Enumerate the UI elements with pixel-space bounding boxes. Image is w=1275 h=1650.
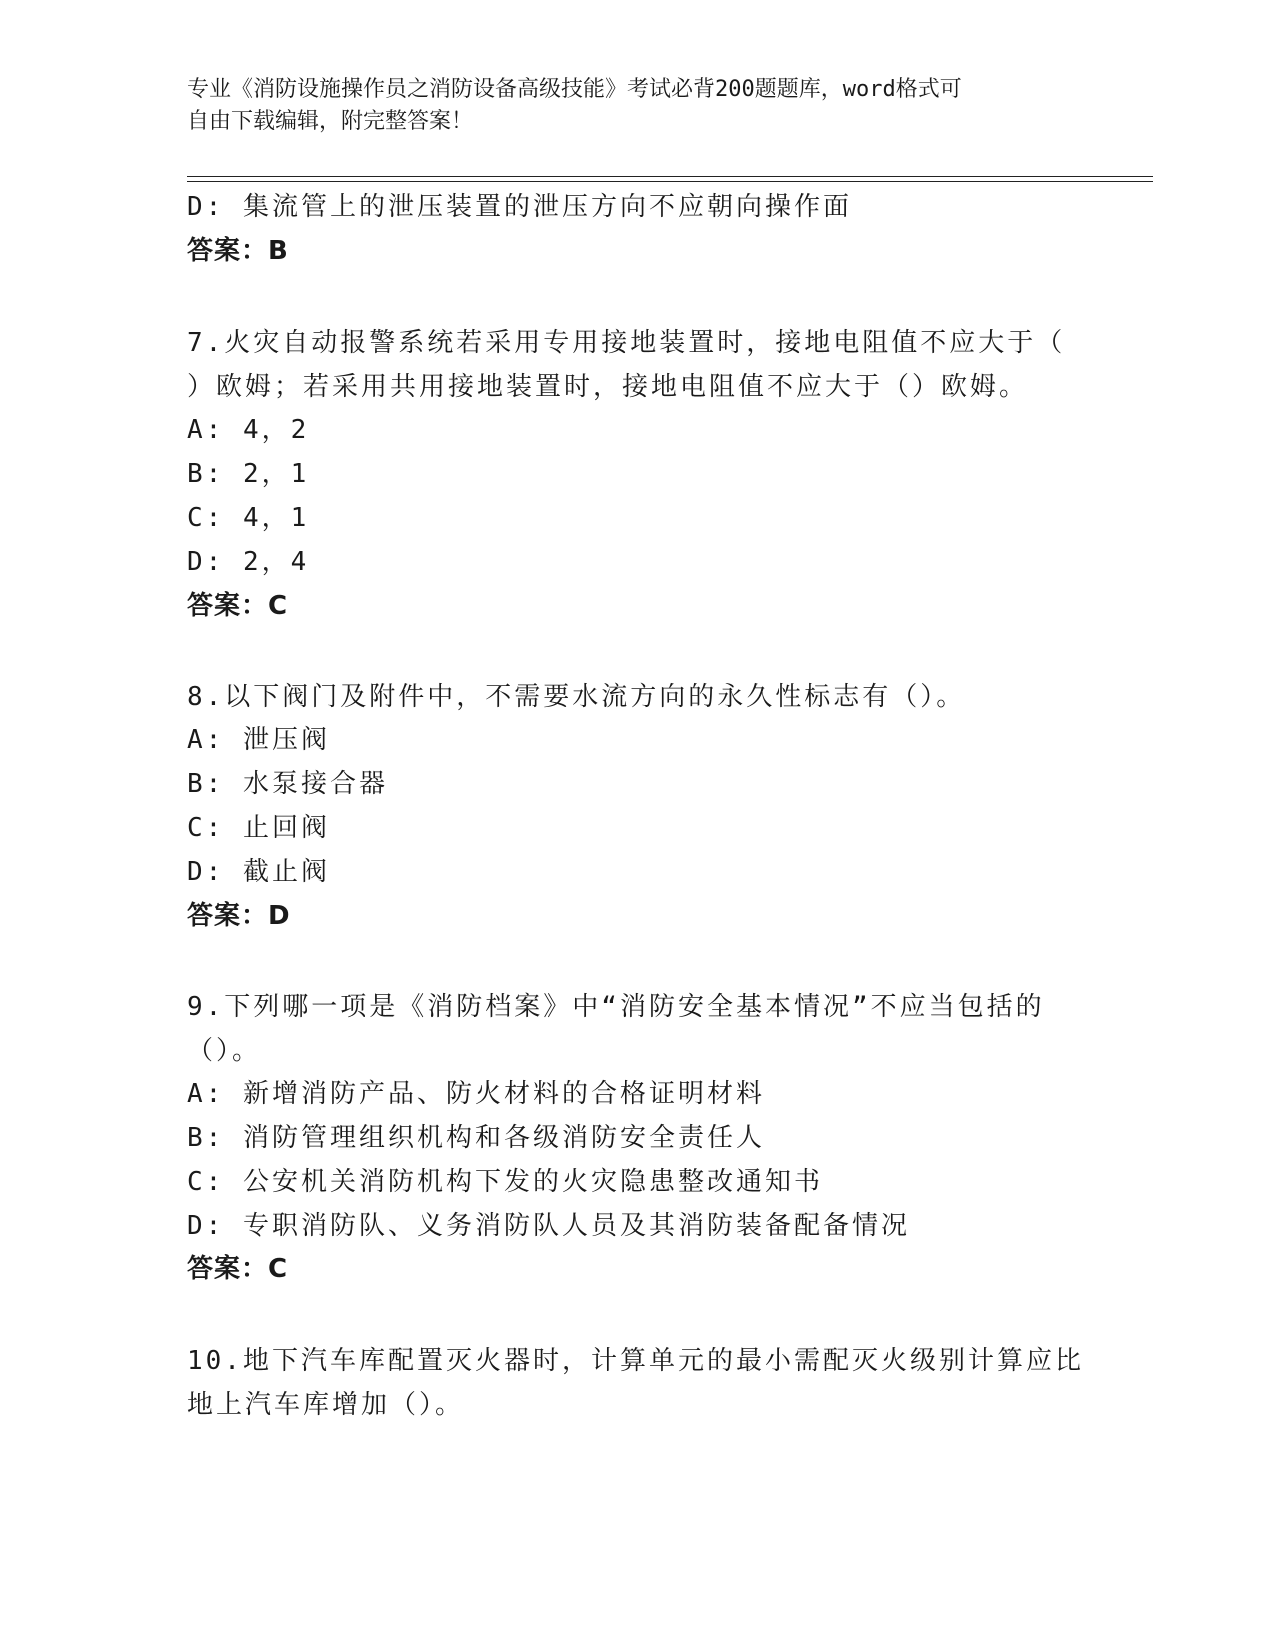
q7-option-c: C: 4，1 [187, 503, 310, 533]
q9-stem-line-2: （）。 [187, 1036, 262, 1066]
q9-option-c: C: 公安机关消防机构下发的火灾隐患整改通知书 [187, 1167, 823, 1197]
q9-option-a: A: 新增消防产品、防火材料的合格证明材料 [187, 1079, 765, 1109]
q8-stem-line-1: 8.以下阀门及附件中，不需要水流方向的永久性标志有（）。 [187, 682, 966, 712]
q9-stem-line-1: 9.下列哪一项是《消防档案》中“消防安全基本情况”不应当包括的 [187, 992, 1045, 1022]
q8-option-b: B: 水泵接合器 [187, 769, 388, 799]
q6-option-d: D: 集流管上的泄压装置的泄压方向不应朝向操作面 [187, 192, 852, 222]
q9-answer: 答案：C [187, 1254, 289, 1284]
header-line-2: 自由下载编辑，附完整答案！ [187, 109, 474, 134]
q7-stem-line-1: 7.火灾自动报警系统若采用专用接地装置时，接地电阻值不应大于（ [187, 328, 1066, 358]
q10-stem-line-2: 地上汽车库增加（）。 [187, 1390, 465, 1420]
q9-option-d: D: 专职消防队、义务消防队人员及其消防装备配备情况 [187, 1211, 910, 1241]
q6-answer: 答案：B [187, 236, 289, 266]
q7-option-a: A: 4，2 [187, 415, 310, 445]
document-header [187, 74, 1087, 138]
q9-option-b: B: 消防管理组织机构和各级消防安全责任人 [187, 1123, 765, 1153]
q8-option-d: D: 截止阀 [187, 857, 330, 887]
q8-option-c: C: 止回阀 [187, 813, 330, 843]
q8-answer: 答案：D [187, 901, 291, 931]
q7-option-b: B: 2，1 [187, 459, 310, 489]
header-divider-bottom [187, 181, 1153, 182]
header-line-1: 专业《消防设施操作员之消防设备高级技能》考试必背200题题库，word格式可 [187, 77, 962, 102]
q10-stem-line-1: 10.地下汽车库配置灭火器时，计算单元的最小需配灭火级别计算应比 [187, 1346, 1084, 1376]
q8-option-a: A: 泄压阀 [187, 725, 330, 755]
header-divider-top [187, 176, 1153, 177]
q7-stem-line-2: ）欧姆；若采用共用接地装置时，接地电阻值不应大于（）欧姆。 [187, 372, 1029, 402]
q7-answer: 答案：C [187, 591, 289, 621]
q7-option-d: D: 2，4 [187, 547, 310, 577]
